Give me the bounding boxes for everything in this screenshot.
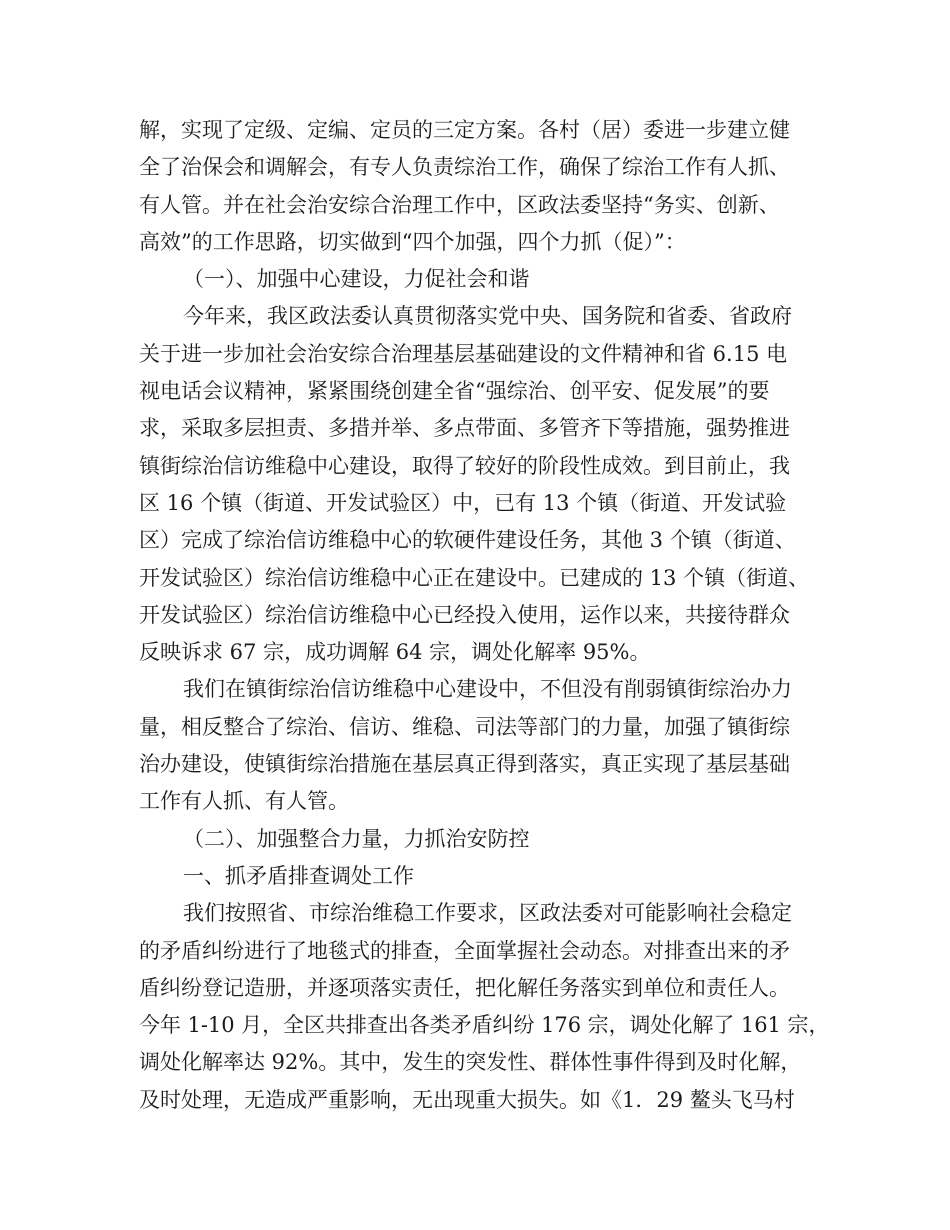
text-line: （一）、加强中心建设，力促社会和谐 <box>183 267 530 292</box>
text-line: 我们按照省、市综治维稳工作要求，区政法委对可能影响社会稳定 <box>183 901 792 926</box>
text-line: 及时处理，无造成严重影响，无出现重大损失。如《1．29 鳌头飞马村 <box>139 1087 795 1112</box>
text-line: 区 16 个镇（街道、开发试验区）中，已有 13 个镇（街道、开发试验 <box>139 490 787 515</box>
document-body <box>139 112 829 1119</box>
text-line: 今年 1-10 月，全区共排查出各类矛盾纠纷 176 宗，调处化解了 161 宗， <box>139 1013 830 1038</box>
text-line: 治办建设，使镇街综治措施在基层真正得到落实，真正实现了基层基础 <box>139 752 790 777</box>
text-line: 视电话会议精神，紧紧围绕创建全省“强综治、创平安、促发展”的要 <box>139 379 770 404</box>
text-line: 关于进一步加社会治安综合治理基层基础建设的文件精神和省 6.15 电 <box>139 341 788 366</box>
text-line: 今年来，我区政法委认真贯彻落实党中央、国务院和省委、省政府 <box>183 304 792 329</box>
text-line: 求，采取多层担责、多措并举、多点带面、多管齐下等措施，强势推进 <box>139 416 790 441</box>
text-line: 区）完成了综治信访维稳中心的软硬件建设任务，其他 3 个镇（街道、 <box>139 528 796 553</box>
text-line: 开发试验区）综治信访维稳中心已经投入使用，运作以来，共接待群众 <box>139 602 790 627</box>
text-line: 反映诉求 67 宗，成功调解 64 宗，调处化解率 95%。 <box>139 640 651 665</box>
text-line: 量，相反整合了综治、信访、维稳、司法等部门的力量，加强了镇街综 <box>139 714 790 739</box>
text-line: 调处化解率达 92%。其中，发生的突发性、群体性事件得到及时化解， <box>139 1050 802 1075</box>
text-line: 有人管。并在社会治安综合治理工作中，区政法委坚持“务实、创新、 <box>139 192 780 217</box>
text-line: 盾纠纷登记造册，并逐项落实责任，把化解任务落实到单位和责任人。 <box>139 975 790 1000</box>
text-line: （二）、加强整合力量，力抓治安防控 <box>183 826 530 851</box>
text-line: 全了治保会和调解会，有专人负责综治工作，确保了综治工作有人抓、 <box>139 155 790 180</box>
text-line: 我们在镇街综治信访维稳中心建设中，不但没有削弱镇街综治办力 <box>183 677 792 702</box>
text-line: 镇街综治信访维稳中心建设，取得了较好的阶段性成效。到目前止，我 <box>139 453 790 478</box>
text-line: 工作有人抓、有人管。 <box>139 789 349 814</box>
text-line: 开发试验区）综治信访维稳中心正在建设中。已建成的 13 个镇（街道、 <box>139 565 810 590</box>
text-line: 一、抓矛盾排查调处工作 <box>183 863 414 888</box>
text-line: 高效”的工作思路，切实做到“四个加强，四个力抓（促）”： <box>139 229 686 254</box>
text-line: 的矛盾纠纷进行了地毯式的排查，全面掌握社会动态。对排查出来的矛 <box>139 938 790 963</box>
text-line: 解，实现了定级、定编、定员的三定方案。各村（居）委进一步建立健 <box>139 118 790 142</box>
